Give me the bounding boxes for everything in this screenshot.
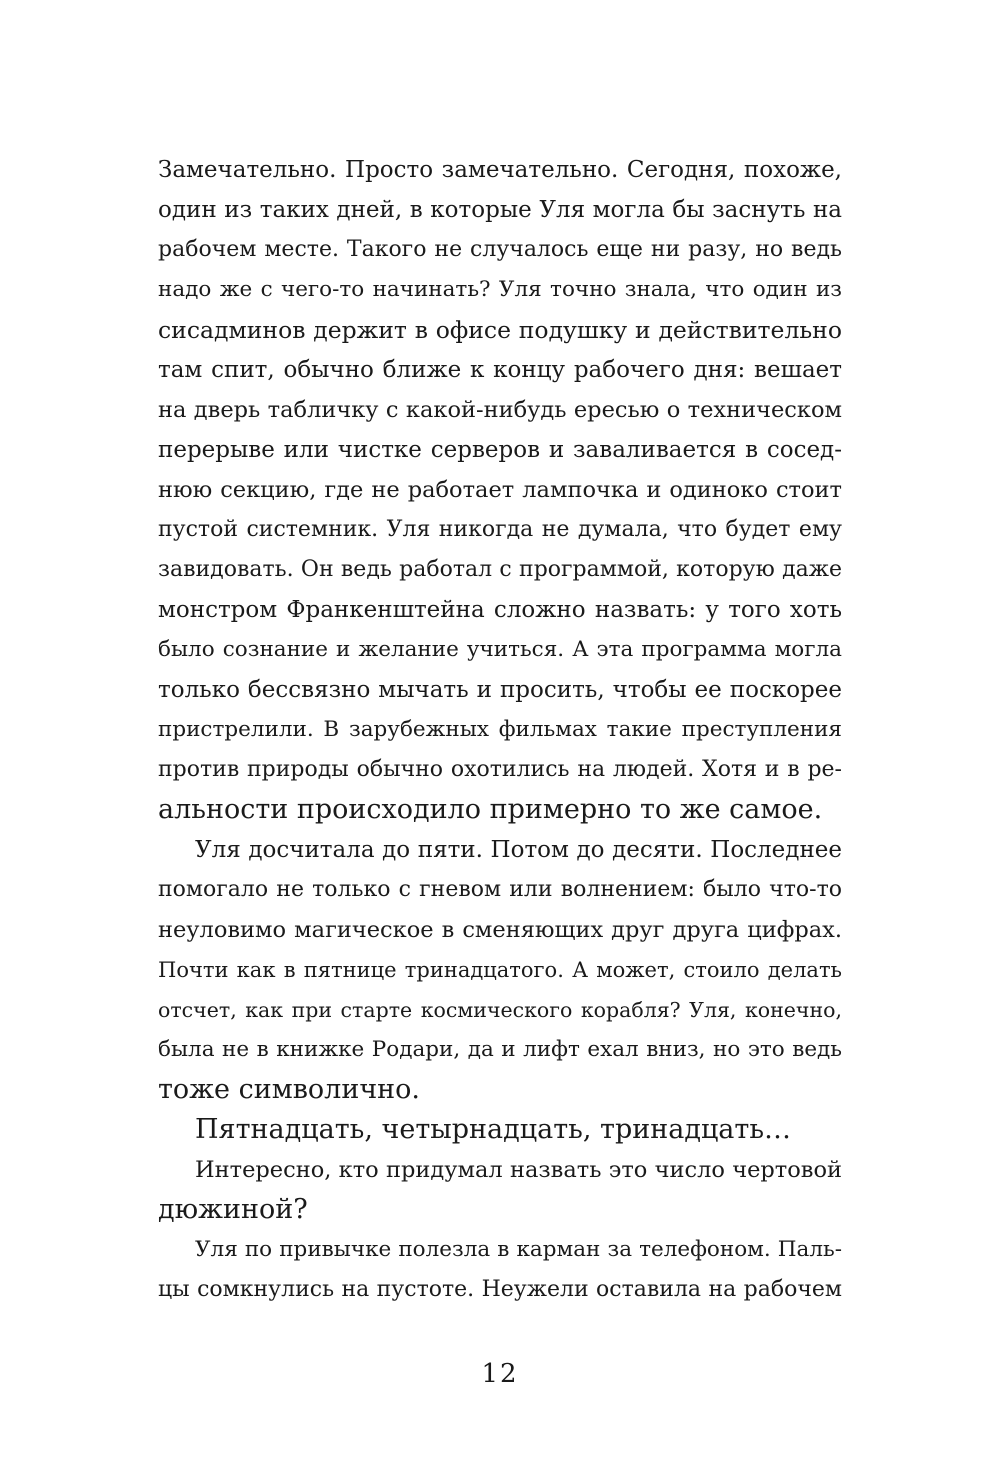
page-number: 12	[481, 1359, 519, 1389]
text-line: Замечательно. Просто замечательно. Сегодня, похоже,	[158, 157, 842, 183]
text-line: пристрелили. В зарубежных фильмах такие преступления	[158, 717, 842, 742]
text-line: отсчет, как при старте космического корабля? Уля, конечно,	[158, 998, 842, 1022]
text-line: была не в книжке Родари, да и лифт ехал вниз, но это ведь	[158, 1037, 842, 1062]
text-line: против природы обычно охотились на людей. Хотя и в ре-	[158, 757, 842, 782]
paragraph-first-line: Уля досчитала до пяти. Потом до десяти. Последнее	[195, 837, 842, 863]
text-line: тоже символично.	[158, 1074, 420, 1105]
text-line: пустой системник. Уля никогда не думала, что будет ему	[158, 517, 842, 542]
text-line: один из таких дней, в которые Уля могла бы заснуть на	[158, 197, 842, 223]
text-line: завидовать. Он ведь работал с программой, которую даже	[158, 557, 842, 582]
paragraph-first-line: Пятнадцать, четырнадцать, тринадцать…	[195, 1114, 792, 1145]
text-line: неуловимо магическое в сменяющих друг друга цифрах.	[158, 917, 842, 943]
paragraph-first-line: Интересно, кто придумал назвать это число чертовой	[195, 1157, 842, 1183]
text-line: только бессвязно мычать и просить, чтобы ее поскорее	[158, 677, 842, 703]
text-line: перерыве или чистке серверов и заваливается в сосед-	[158, 437, 842, 463]
text-line: там спит, обычно ближе к концу рабочего дня: вешает	[158, 357, 842, 383]
text-line: Почти как в пятнице тринадцатого. А может, стоило делать	[158, 958, 842, 982]
text-line: сисадминов держит в офисе подушку и действительно	[158, 316, 842, 344]
text-line: цы сомкнулись на пустоте. Неужели оставила на рабочем	[158, 1277, 842, 1302]
text-line: на дверь табличку с какой-нибудь ересью о техническом	[158, 397, 842, 423]
text-line: дюжиной?	[158, 1194, 308, 1225]
text-line: нюю секцию, где не работает лампочка и одиноко стоит	[158, 477, 842, 503]
text-line: было сознание и желание учиться. А эта программа могла	[158, 637, 842, 662]
text-line: альности происходило примерно то же самое.	[158, 794, 823, 825]
text-line: рабочем месте. Такого не случалось еще ни разу, но ведь	[158, 237, 842, 262]
paragraph-first-line: Уля по привычке полезла в карман за телефоном. Паль-	[195, 1237, 842, 1262]
text-line: монстром Франкенштейна сложно назвать: у того хоть	[158, 597, 842, 623]
text-line: помогало не только с гневом или волнением: было что-то	[158, 877, 842, 902]
text-line: надо же с чего-то начинать? Уля точно знала, что один из	[158, 277, 842, 302]
